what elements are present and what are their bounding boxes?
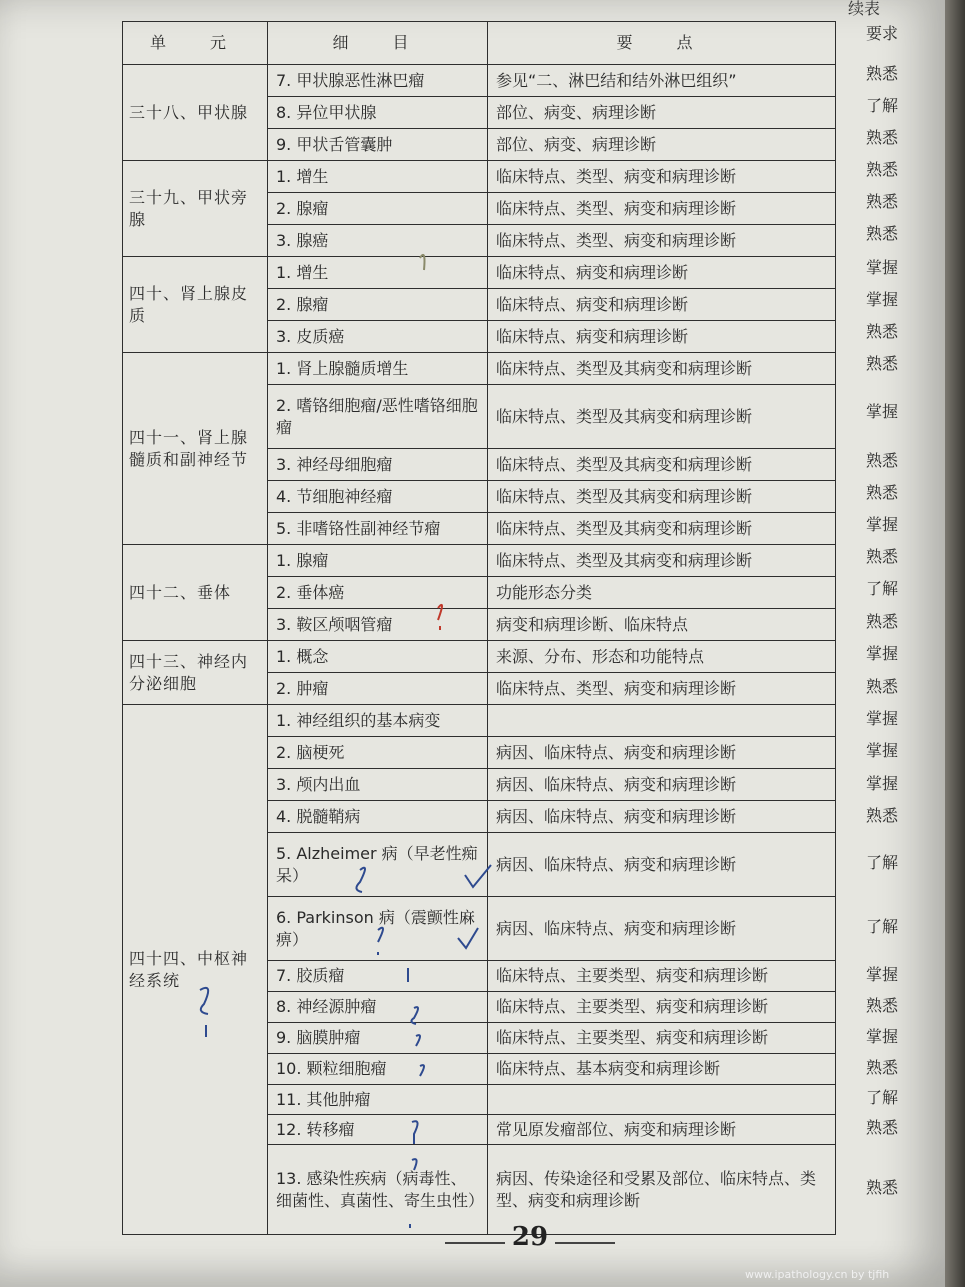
requirement-cell: 熟悉 <box>865 677 898 696</box>
points-cell: 病变和病理诊断、临床特点 <box>488 609 836 641</box>
requirement-cell: 熟悉 <box>865 1058 898 1077</box>
requirement-cell: 掌握 <box>865 1027 898 1046</box>
page-number <box>445 1222 615 1252</box>
unit-cell: 四十一、肾上腺髓质和副神经节 <box>123 353 268 545</box>
detail-cell: 8. 异位甲状腺 <box>268 97 488 129</box>
unit-cell: 四十三、神经内分泌细胞 <box>123 641 268 705</box>
points-cell: 病因、临床特点、病变和病理诊断 <box>488 769 836 801</box>
requirement-cell: 熟悉 <box>865 806 898 825</box>
detail-cell: 8. 神经源肿瘤 <box>268 992 488 1023</box>
detail-cell: 9. 脑膜肿瘤 <box>268 1023 488 1054</box>
table-row <box>123 353 836 385</box>
detail-cell: 2. 肿瘤 <box>268 673 488 705</box>
unit-cell: 三十九、甲状旁腺 <box>123 161 268 257</box>
points-cell: 临床特点、类型及其病变和病理诊断 <box>488 385 836 449</box>
detail-cell: 1. 增生 <box>268 161 488 193</box>
table-row <box>123 705 836 737</box>
points-cell: 临床特点、类型、病变和病理诊断 <box>488 193 836 225</box>
requirement-cell: 掌握 <box>865 709 898 728</box>
requirement-cell: 熟悉 <box>865 483 898 502</box>
points-cell: 临床特点、类型、病变和病理诊断 <box>488 225 836 257</box>
points-cell: 临床特点、类型及其病变和病理诊断 <box>488 545 836 577</box>
requirement-cell: 掌握 <box>865 402 898 421</box>
detail-cell: 3. 神经母细胞瘤 <box>268 449 488 481</box>
table-row <box>123 641 836 673</box>
points-cell: 病因、传染途径和受累及部位、临床特点、类型、病变和病理诊断 <box>488 1145 836 1235</box>
detail-cell: 1. 增生 <box>268 257 488 289</box>
points-cell <box>488 1085 836 1115</box>
requirement-cell: 掌握 <box>865 644 898 663</box>
detail-cell: 1. 肾上腺髓质增生 <box>268 353 488 385</box>
points-cell: 临床特点、类型及其病变和病理诊断 <box>488 513 836 545</box>
detail-cell: 2. 腺瘤 <box>268 289 488 321</box>
points-cell: 临床特点、病变和病理诊断 <box>488 321 836 353</box>
requirement-cell: 熟悉 <box>865 451 898 470</box>
detail-cell: 1. 概念 <box>268 641 488 673</box>
detail-cell: 2. 嗜铬细胞瘤/恶性嗜铬细胞瘤 <box>268 385 488 449</box>
detail-cell: 10. 颗粒细胞瘤 <box>268 1054 488 1085</box>
requirement-cell: 熟悉 <box>865 1118 898 1137</box>
requirement-cell: 了解 <box>865 853 898 872</box>
detail-cell: 2. 垂体癌 <box>268 577 488 609</box>
requirement-cell: 掌握 <box>865 774 898 793</box>
points-cell: 临床特点、类型及其病变和病理诊断 <box>488 481 836 513</box>
points-cell: 临床特点、病变和病理诊断 <box>488 257 836 289</box>
points-cell: 参见“二、淋巴结和结外淋巴组织” <box>488 65 836 97</box>
watermark: www.ipathology.cn by tjfih <box>745 1268 890 1281</box>
detail-cell: 4. 节细胞神经瘤 <box>268 481 488 513</box>
requirement-cell: 熟悉 <box>865 128 898 147</box>
detail-cell: 1. 腺瘤 <box>268 545 488 577</box>
unit-cell: 四十四、中枢神经系统 <box>123 705 268 1235</box>
requirement-cell: 熟悉 <box>865 64 898 83</box>
points-cell: 临床特点、主要类型、病变和病理诊断 <box>488 992 836 1023</box>
requirement-cell: 熟悉 <box>865 1178 898 1197</box>
requirement-cell: 掌握 <box>865 290 898 309</box>
header-unit: 单 元 <box>123 22 268 65</box>
points-cell: 临床特点、基本病变和病理诊断 <box>488 1054 836 1085</box>
points-cell: 部位、病变、病理诊断 <box>488 97 836 129</box>
points-cell: 来源、分布、形态和功能特点 <box>488 641 836 673</box>
page-number-text: 29 <box>511 1222 549 1252</box>
requirement-cell: 熟悉 <box>865 160 898 179</box>
detail-cell: 1. 神经组织的基本病变 <box>268 705 488 737</box>
detail-cell: 3. 颅内出血 <box>268 769 488 801</box>
requirement-cell: 熟悉 <box>865 322 898 341</box>
page-edge <box>945 0 965 1287</box>
points-cell: 病因、临床特点、病变和病理诊断 <box>488 833 836 897</box>
detail-cell: 11. 其他肿瘤 <box>268 1085 488 1115</box>
detail-cell: 2. 脑梗死 <box>268 737 488 769</box>
requirement-cell: 熟悉 <box>865 192 898 211</box>
points-cell: 临床特点、病变和病理诊断 <box>488 289 836 321</box>
points-cell: 临床特点、类型、病变和病理诊断 <box>488 161 836 193</box>
page-number-rule-left <box>445 1242 505 1244</box>
requirement-cell: 熟悉 <box>865 612 898 631</box>
points-cell: 部位、病变、病理诊断 <box>488 129 836 161</box>
page-number-rule-right <box>555 1242 615 1244</box>
detail-cell: 7. 甲状腺恶性淋巴瘤 <box>268 65 488 97</box>
unit-cell: 四十二、垂体 <box>123 545 268 641</box>
detail-cell: 7. 胶质瘤 <box>268 961 488 992</box>
requirement-cell: 熟悉 <box>865 996 898 1015</box>
table-row <box>123 161 836 193</box>
points-cell: 病因、临床特点、病变和病理诊断 <box>488 737 836 769</box>
detail-cell: 2. 腺瘤 <box>268 193 488 225</box>
detail-cell: 5. 非嗜铬性副神经节瘤 <box>268 513 488 545</box>
detail-cell: 9. 甲状舌管囊肿 <box>268 129 488 161</box>
continued-label: 续表 <box>848 0 881 18</box>
requirement-cell: 熟悉 <box>865 224 898 243</box>
detail-cell: 4. 脱髓鞘病 <box>268 801 488 833</box>
requirement-cell: 掌握 <box>865 258 898 277</box>
points-cell: 临床特点、主要类型、病变和病理诊断 <box>488 1023 836 1054</box>
requirement-cell: 了解 <box>865 1088 898 1107</box>
header-points: 要 点 <box>488 22 836 65</box>
points-cell: 临床特点、类型、病变和病理诊断 <box>488 673 836 705</box>
points-cell: 常见原发瘤部位、病变和病理诊断 <box>488 1115 836 1145</box>
unit-cell: 四十、肾上腺皮质 <box>123 257 268 353</box>
detail-cell: 5. Alzheimer 病（早老性痴呆） <box>268 833 488 897</box>
points-cell: 病因、临床特点、病变和病理诊断 <box>488 897 836 961</box>
header-requirement: 要求 <box>865 24 898 43</box>
requirement-cell: 熟悉 <box>865 354 898 373</box>
table-row <box>123 545 836 577</box>
requirement-cell: 了解 <box>865 917 898 936</box>
points-cell: 功能形态分类 <box>488 577 836 609</box>
unit-cell: 三十八、甲状腺 <box>123 65 268 161</box>
requirement-cell: 熟悉 <box>865 547 898 566</box>
table-row <box>123 65 836 97</box>
header-detail: 细 目 <box>268 22 488 65</box>
table-row <box>123 257 836 289</box>
syllabus-table <box>122 21 836 1235</box>
detail-cell: 3. 腺癌 <box>268 225 488 257</box>
points-cell: 临床特点、类型及其病变和病理诊断 <box>488 353 836 385</box>
requirement-cell: 掌握 <box>865 741 898 760</box>
requirement-cell: 掌握 <box>865 515 898 534</box>
detail-cell: 13. 感染性疾病（病毒性、细菌性、真菌性、寄生虫性） <box>268 1145 488 1235</box>
table-header-row <box>123 22 836 65</box>
requirement-cell: 掌握 <box>865 965 898 984</box>
detail-cell: 3. 鞍区颅咽管瘤 <box>268 609 488 641</box>
requirement-cell: 了解 <box>865 579 898 598</box>
points-cell: 临床特点、主要类型、病变和病理诊断 <box>488 961 836 992</box>
detail-cell: 3. 皮质癌 <box>268 321 488 353</box>
points-cell <box>488 705 836 737</box>
detail-cell: 12. 转移瘤 <box>268 1115 488 1145</box>
detail-cell: 6. Parkinson 病（震颤性麻痹） <box>268 897 488 961</box>
points-cell: 临床特点、类型及其病变和病理诊断 <box>488 449 836 481</box>
requirement-cell: 了解 <box>865 96 898 115</box>
points-cell: 病因、临床特点、病变和病理诊断 <box>488 801 836 833</box>
